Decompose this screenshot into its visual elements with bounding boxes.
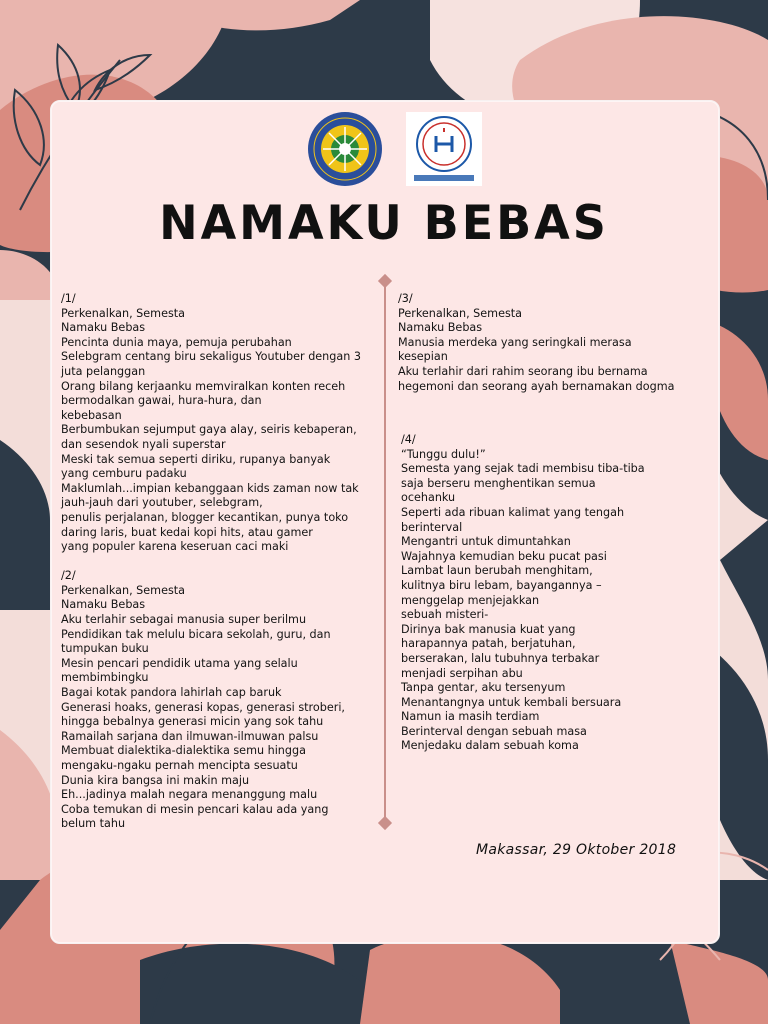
poem-line: “Tunggu dulu!” [401, 447, 486, 461]
poem-line: Namaku Bebas [398, 321, 483, 335]
poem-line: Berbumbukan sejumput gaya alay, seiris kebaperan, [61, 423, 357, 437]
poem-line: Eh...jadinya malah negara menanggung malu [61, 788, 318, 802]
stanza-number: /4/ [401, 433, 416, 446]
poem-line: jauh-jauh dari youtuber, selebgram, [61, 496, 263, 510]
poem-line: Ramailah sarjana dan ilmuwan-ilmuwan palsu [61, 729, 319, 743]
poem-line: Maklumlah...impian kebanggaan kids zaman now tak [61, 481, 359, 495]
himpunan-mahasiswa-arsitektur-logo-icon [406, 112, 482, 186]
stanza-gap [61, 555, 361, 570]
poem-line: ocehanku [401, 491, 456, 505]
poem-line: Coba temukan di mesin pencari kalau ada yang [61, 802, 329, 816]
architecture-association-logo [406, 112, 482, 186]
page-title: NAMAKU BEBAS [159, 196, 609, 251]
poem-line: daring laris, buat kedai kopi hits, atau gamer [61, 525, 313, 539]
poem-line: tumpukan buku [61, 642, 149, 656]
stanza-number: /3/ [398, 292, 413, 305]
poem-line: kebebasan [61, 408, 122, 422]
poem-line: berserakan, lalu tubuhnya terbakar [401, 651, 600, 665]
poem-line: kesepian [398, 350, 448, 364]
poem-line: Orang bilang kerjaanku memviralkan konten receh [61, 379, 346, 393]
poem-line: Wajahnya kemudian beku pucat pasi [401, 549, 607, 563]
poem-line: Dirinya bak manusia kuat yang [401, 622, 576, 636]
poem-line: dan sesendok nyali superstar [61, 437, 226, 451]
poem-line: Dunia kira bangsa ini makin maju [61, 773, 250, 787]
poem-line: Perkenalkan, Semesta [61, 306, 186, 320]
poem-line: mengaku-ngaku pernah mencipta sesuatu [61, 759, 298, 772]
poem-line: menggelap menjejakkan [401, 593, 540, 607]
poem-left-column [61, 292, 361, 832]
poem-line: penulis perjalanan, blogger kecantikan, punya toko [61, 510, 349, 524]
poem-line: hegemoni dan seorang ayah bernamakan dogma [398, 379, 675, 393]
poem-line: Menantangnya untuk kembali bersuara [401, 695, 622, 709]
poem-line: Generasi hoaks, generasi kopas, generasi stroberi, [61, 700, 345, 714]
poem-line: Semesta yang sejak tadi membisu tiba-tiba [401, 462, 645, 476]
poem-line: Pencinta dunia maya, pemuja perubahan [61, 335, 292, 349]
poem-line: sebuah misteri- [401, 608, 489, 622]
poem-line: hingga bebalnya generasi micin yang sok tahu [61, 715, 324, 729]
poem-line: Namaku Bebas [61, 598, 146, 612]
poem-line: Bagai kotak pandora lahirlah cap baruk [61, 686, 282, 700]
poem-right-column-part-3 [398, 292, 674, 394]
poem-line: Mengantri untuk dimuntahkan [401, 535, 571, 549]
column-divider [383, 274, 387, 830]
poem-line: Namaku Bebas [61, 321, 146, 335]
poem-line: menjadi serpihan abu [401, 666, 523, 680]
poem-line: Berinterval dengan sebuah masa [401, 724, 587, 738]
poem-line: Lambat laun berubah menghitam, [401, 564, 593, 578]
date-signature: Makassar, 29 Oktober 2018 [476, 842, 677, 858]
poem-line: Aku terlahir sebagai manusia super berilmu [61, 613, 307, 627]
poem-line: Aku terlahir dari rahim seorang ibu bernama [398, 364, 648, 378]
university-seal-logo [305, 111, 385, 187]
poem-line: Namun ia masih terdiam [401, 710, 540, 724]
poem-line: saja berseru menghentikan semua [401, 476, 596, 490]
poem-line: Menjedaku dalam sebuah koma [401, 739, 579, 753]
poem-line: Selebgram centang biru sekaligus Youtuber dengan 3 [61, 350, 361, 364]
poem-line: Perkenalkan, Semesta [398, 306, 523, 320]
poem-line: Mesin pencari pendidik utama yang selalu [61, 656, 298, 670]
poem-line: Seperti ada ribuan kalimat yang tengah [401, 505, 625, 519]
poem-line: belum tahu [61, 817, 126, 831]
poem-line: berinterval [401, 520, 463, 534]
poem-line: Manusia merdeka yang seringkali merasa [398, 335, 632, 349]
universitas-muhammadiyah-gresik-seal-icon [305, 111, 385, 187]
poem-line: membimbingku [61, 671, 149, 685]
stanza-number: /2/ [61, 569, 76, 583]
poem-right-column-part-4 [401, 433, 645, 754]
poem-line: Membuat dialektika-dialektika semu hingga [61, 744, 306, 758]
poem-line: Pendidikan tak melulu bicara sekolah, guru, dan [61, 627, 331, 641]
stanza-number: /1/ [61, 292, 76, 305]
poem-line: harapannya patah, berjatuhan, [401, 637, 576, 651]
poem-line: bermodalkan gawai, hura-hura, dan [61, 394, 262, 408]
poem-line: kulitnya biru lebam, bayangannya – [401, 578, 602, 592]
poem-line: Tanpa gentar, aku tersenyum [401, 681, 566, 695]
poem-line: yang cemburu padaku [61, 467, 187, 481]
poem-line: Meski tak semua seperti diriku, rupanya banyak [61, 452, 331, 466]
poem-line: Perkenalkan, Semesta [61, 583, 186, 597]
poem-line: juta pelanggan [61, 364, 146, 378]
poem-line: yang populer karena keseruan caci maki [61, 540, 289, 554]
